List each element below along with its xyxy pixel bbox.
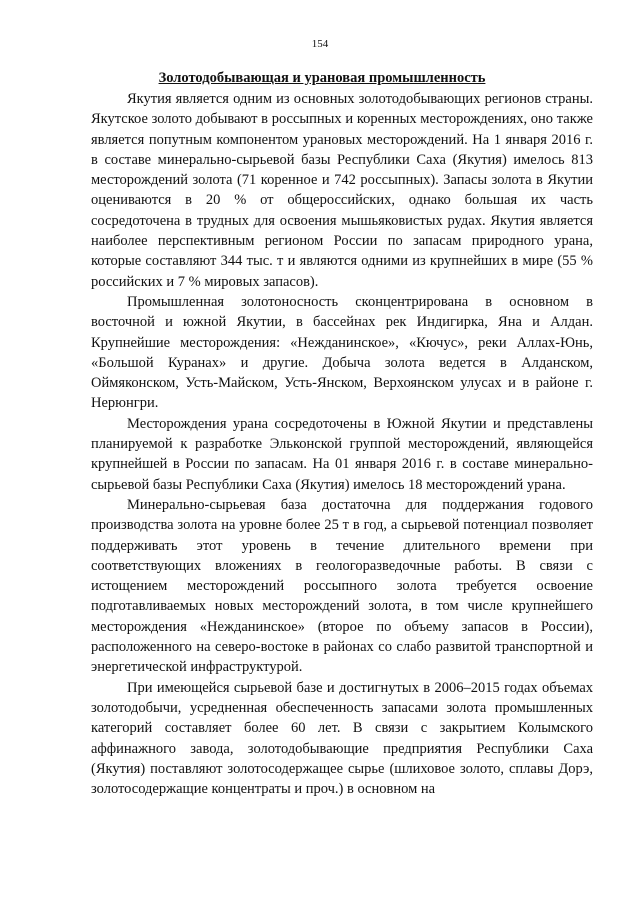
paragraph-mineral-base: Минерально-сырьевая база достаточна для поддержания годового производства золота на уровне более 25 т в год, а сырьевой потенциал позволяет поддерживать этот уровень в течение длительного времени при соответствующих вложениях в геологоразведочные работы. В связи с истощением месторождений россыпного золота требуется освоение подготавливаемых новых месторождений золота, в том числе крупнейшего месторождения «Нежданинское» (второе по объему запасов в России), расположенного на северо-востоке в районах со слабо развитой транспортной и энергетической инфраструктурой.	[91, 496, 593, 676]
paragraph-reserve-supply: При имеющейся сырьевой базе и достигнутых в 2006–2015 годах объемах золотодобычи, усредненная обеспеченность запасами золота промышленных категорий составляет более 60 лет. В связи с закрытием Колымского аффинажного завода, золотодобывающие предприятия Республики Саха (Якутия) поставляют золотосодержащее сырье (шлиховое золото, сплавы Дорэ, золотосодержащие концентраты и проч.) в основном на	[91, 679, 593, 798]
section-heading: Золотодобывающая и урановая промышленность	[158, 70, 486, 86]
document-body	[91, 68, 593, 799]
paragraph-gold-reserves: Якутия является одним из основных золотодобывающих регионов страны. Якутское золото добывают в россыпных и коренных месторождениях, оно также является попутным компонентом урановых месторождений. На 1 января 2016 г. в составе минерально-сырьевой базы Республики Саха (Якутия) имелось 813 месторождений золота (71 коренное и 742 россыпных). Запасы золота в Якутии оцениваются в 20 % от общероссийских, однако большая их часть сосредоточена в трудных для освоения мышьяковистых рудах. Якутия является наиболее перспективным регионом России по запасам природного урана, которые составляют 344 тыс. т и являются одними из крупнейших в мире (55 % российских и 7 % мировых запасов).	[91, 91, 593, 290]
paragraph-gold-regions: Промышленная золотоносность сконцентрирована в основном в восточной и южной Якутии, в бассейнах рек Индигирка, Яна и Алдан. Крупнейшие месторождения: «Нежданинское», «Кючус», реки Аллах-Юнь, «Большой Куранах» и другие. Добыча золота ведется в Алданском, Оймяконском, Усть-Майском, Усть-Янском, Верхоянском улусах и в районе г. Нерюнгри.	[91, 293, 593, 412]
paragraph-uranium-deposits: Месторождения урана сосредоточены в Южной Якутии и представлены планируемой к разработке Эльконской группой месторождений, являющейся крупнейшей в России по запасам. На 01 января 2016 г. в составе минерально-сырьевой базы Республики Саха (Якутия) имелось 18 месторождений урана.	[91, 415, 593, 493]
page-number: 154	[311, 38, 329, 50]
